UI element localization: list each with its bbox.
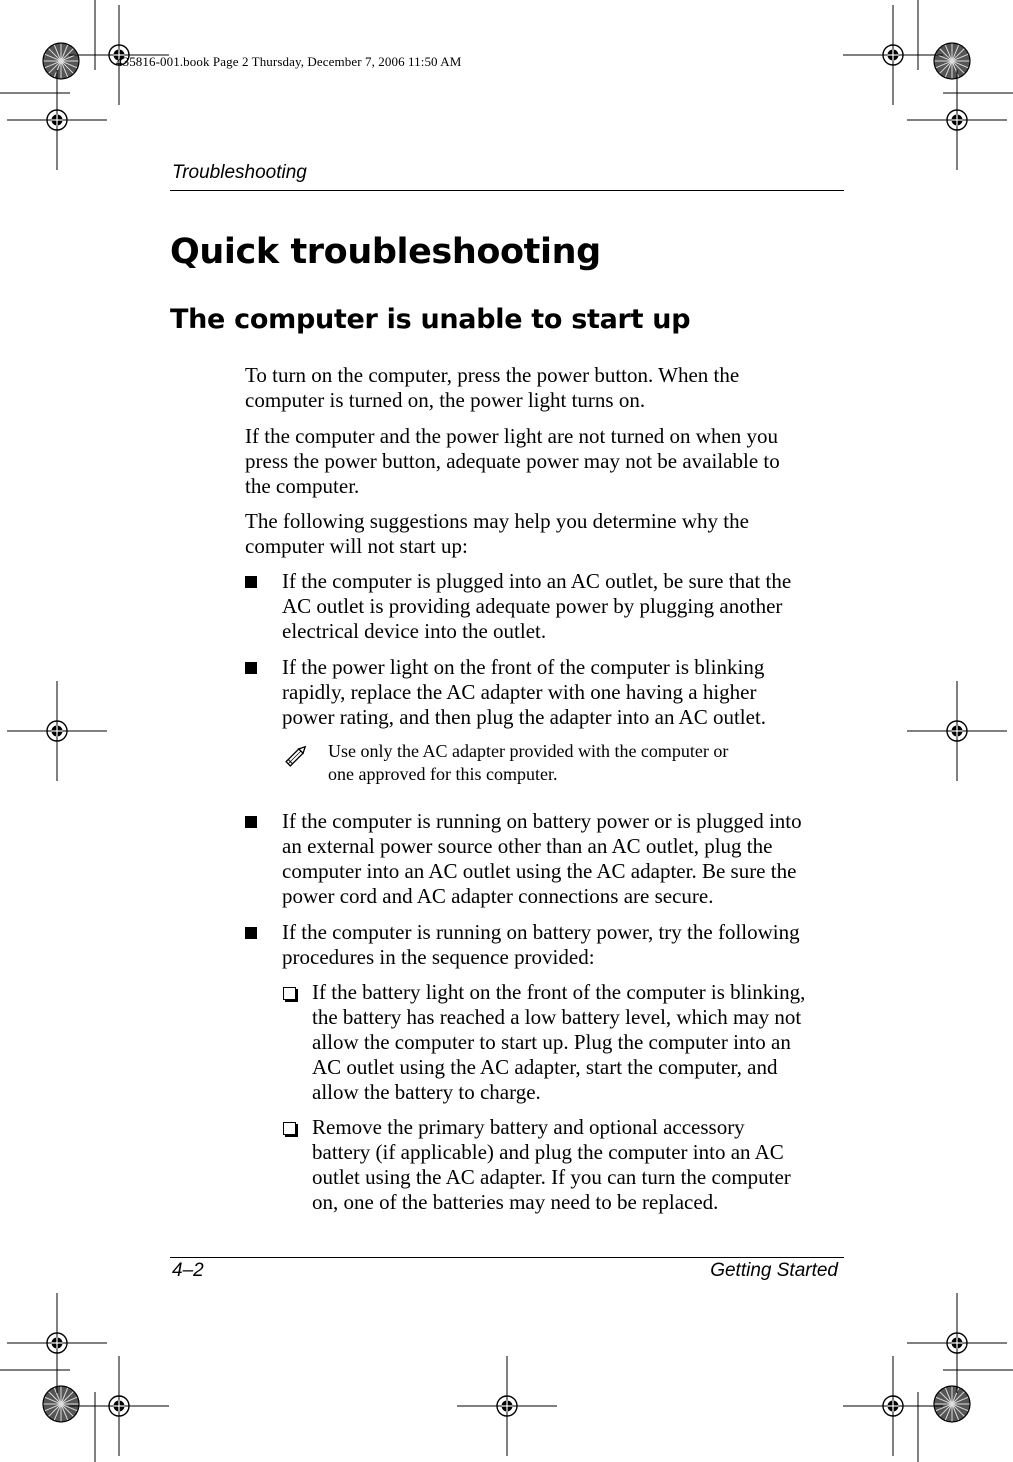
text-line: If the computer is plugged into an AC outlet, be sure that the: [282, 569, 792, 593]
header-rule: [170, 190, 844, 191]
text-line: To turn on the computer, press the power button. When the: [245, 363, 740, 387]
text-line: computer into an AC outlet using the AC adapter. Be sure the: [282, 859, 797, 883]
text-line: AC outlet using the AC adapter, start the computer, and: [312, 1055, 778, 1079]
text-line: If the computer is running on battery power, try the following: [282, 920, 800, 944]
page-number: 4–2: [172, 1260, 204, 1281]
text-line: on, one of the batteries may need to be replaced.: [312, 1190, 719, 1214]
text-line: the computer.: [245, 474, 360, 498]
print-slug: 435816-001.book Page 2 Thursday, December 7, 2006 11:50 AM: [116, 54, 462, 69]
book-title: Getting Started: [710, 1260, 838, 1281]
text-line: computer will not start up:: [245, 534, 468, 558]
text-line: outlet using the AC adapter. If you can turn the computer: [312, 1165, 791, 1189]
page-title: Quick troubleshooting: [170, 232, 601, 272]
text-line: allow the computer to start up. Plug the computer into an: [312, 1030, 791, 1054]
text-line: computer is turned on, the power light turns on.: [245, 388, 646, 412]
text-line: The following suggestions may help you determine why the: [245, 509, 749, 533]
text-line: the battery has reached a low battery level, which may not: [312, 1005, 802, 1029]
text-line: allow the battery to charge.: [312, 1080, 541, 1104]
text-line: If the computer and the power light are not turned on when you: [245, 424, 779, 448]
text-line: Remove the primary battery and optional accessory: [312, 1115, 745, 1139]
square-bullet-icon: [245, 816, 257, 828]
text-line: If the computer is running on battery power or is plugged into: [282, 809, 802, 833]
square-bullet-icon: [245, 927, 257, 939]
text-line: If the power light on the front of the computer is blinking: [282, 655, 765, 679]
text-line: power cord and AC adapter connections are secure.: [282, 884, 714, 908]
square-bullet-icon: [245, 662, 257, 674]
text-line: electrical device into the outlet.: [282, 619, 547, 643]
note-text-line: Use only the AC adapter provided with the computer or: [328, 741, 729, 761]
text-line: rapidly, replace the AC adapter with one having a higher: [282, 680, 757, 704]
text-line: battery (if applicable) and plug the computer into an AC: [312, 1140, 784, 1164]
text-line: press the power button, adequate power may not be available to: [245, 449, 780, 473]
text-line: procedures in the sequence provided:: [282, 945, 595, 969]
text-line: power rating, and then plug the adapter into an AC outlet.: [282, 705, 767, 729]
checkbox-bullet-icon: [283, 987, 296, 1000]
footer-rule: [170, 1257, 844, 1258]
section-heading: The computer is unable to start up: [170, 304, 691, 335]
paragraph: [245, 509, 845, 559]
pencil-icon: [282, 742, 310, 770]
square-bullet-icon: [245, 576, 257, 588]
paragraph: [245, 363, 845, 413]
text-line: AC outlet is providing adequate power by plugging another: [282, 594, 783, 618]
text-line: If the battery light on the front of the computer is blinking,: [312, 980, 806, 1004]
paragraph: [245, 424, 845, 499]
running-head: Troubleshooting: [172, 162, 307, 183]
checkbox-bullet-icon: [283, 1122, 296, 1135]
text-line: an external power source other than an AC outlet, plug the: [282, 834, 773, 858]
note-text-line: one approved for this computer.: [328, 764, 558, 784]
